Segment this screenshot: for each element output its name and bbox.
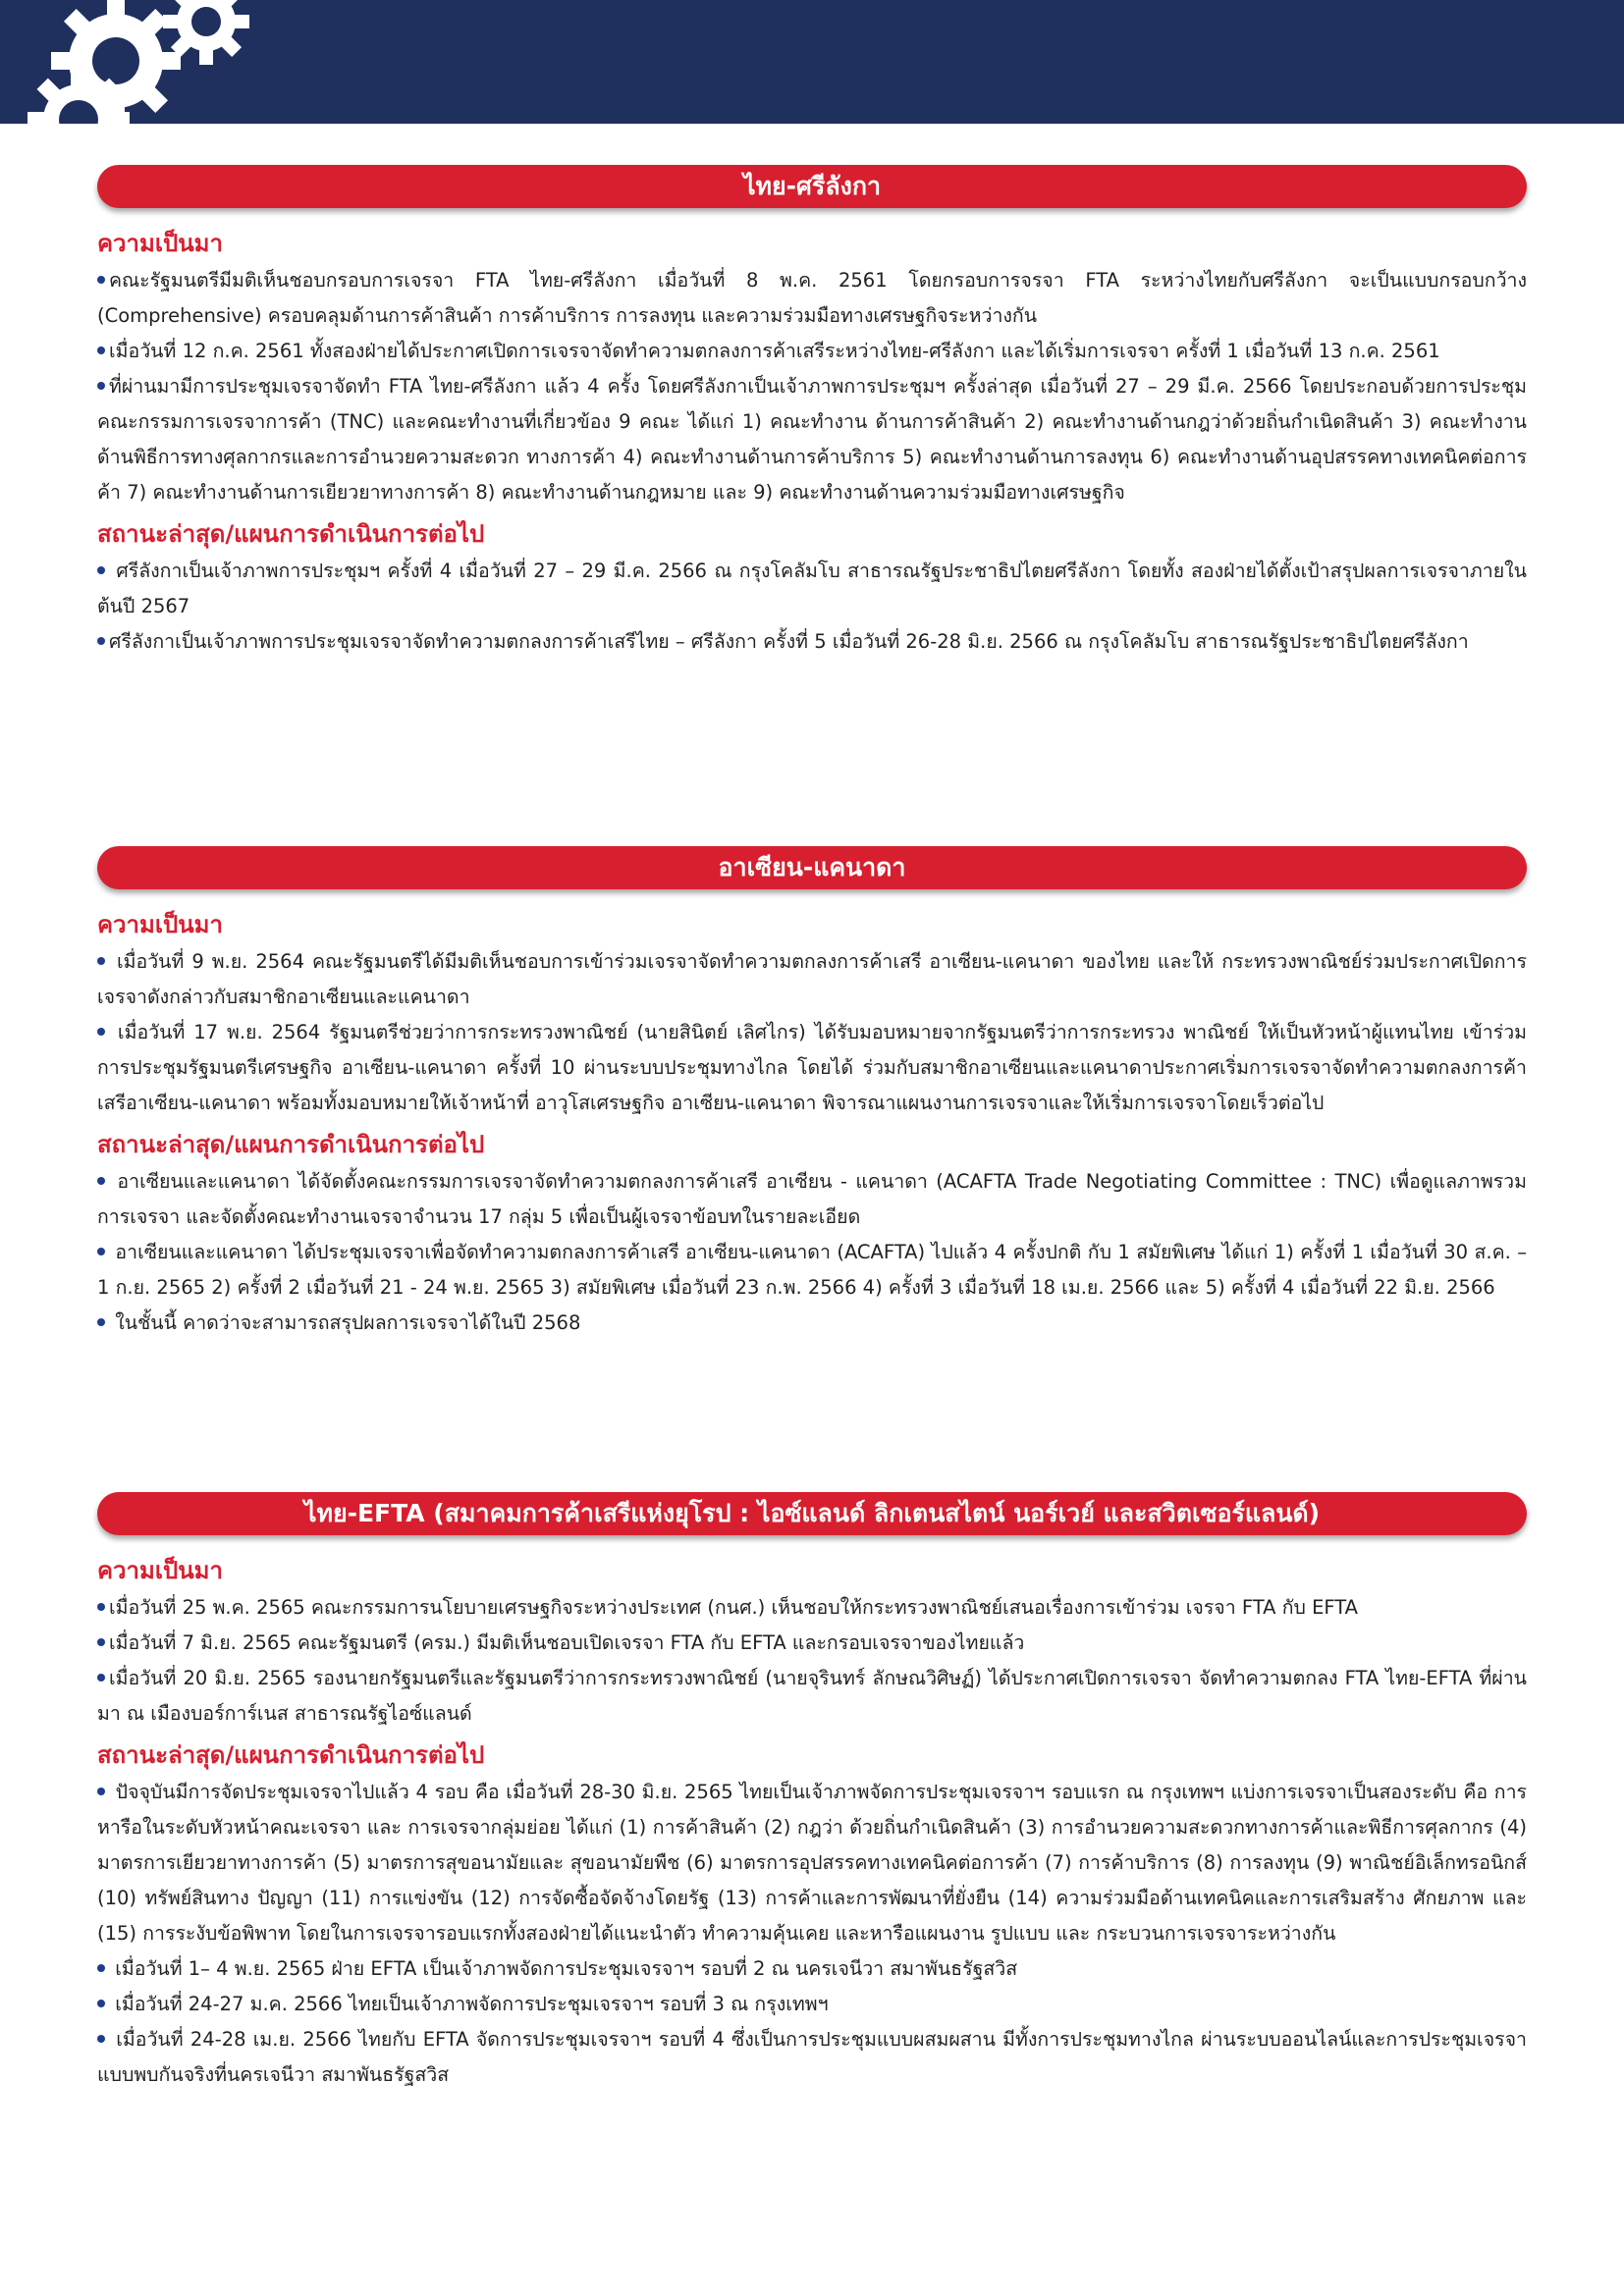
list-item: ในชั้นนี้ คาดว่าจะสามารถสรุปผลการเจรจาได้ในปี 2568 — [97, 1306, 1527, 1341]
list-item: อาเซียนและแคนาดา ได้จัดตั้งคณะกรรมการเจรจาจัดทำความตกลงการค้าเสรี อาเซียน - แคนาดา (ACAFTA Trade Negotiating Committee : TNC) เพื่อดูแลภาพรวมการเจรจา และจัดตั้งคณะทำงานเจรจาจำนวน 17 กลุ่ม 5 เพื่อเป็นผู้เจรจาข้อบทในรายละเอียด — [97, 1170, 1527, 1228]
background-heading: ความเป็นมา — [97, 230, 223, 257]
list-item: คณะรัฐมนตรีมีมติเห็นชอบกรอบการเจรจา FTA ไทย-ศรีลังกา เมื่อวันที่ 8 พ.ค. 2561 โดยกรอบการจรจา FTA ระหว่างไทยกับศรีลังกา จะเป็นแบบกรอบกว้าง (Comprehensive) ครอบคลุมด้านการค้าสินค้า การค้าบริการ การลงทุน และความร่วมมือทางเศรษฐกิจระหว่างกัน — [97, 269, 1527, 327]
bullet-icon — [97, 276, 105, 284]
bullet-icon — [97, 566, 105, 574]
section-asean-canada — [97, 846, 1527, 1341]
list-item: ปัจจุบันมีการจัดประชุมเจรจาไปแล้ว 4 รอบ คือ เมื่อวันที่ 28-30 มิ.ย. 2565 ไทยเป็นเจ้าภาพจัดการประชุมเจรจาฯ รอบแรก ณ กรุงเทพฯ แบ่งการเจรจาเป็นสองระดับ คือ การหารือในระดับหัวหน้าคณะเจรจา และ การเจรจากลุ่มย่อย ได้แก่ (1) การค้าสินค้า (2) กฎว่า ด้วยถิ่นกำเนิดสินค้า (3) การอำนวยความสะดวกทางการค้าและพิธีการศุลกากร (4) มาตรการเยียวยาทางการค้า (5) มาตรการสุขอนามัยและ สุขอนามัยพืช (6) มาตรการอุปสรรคทางเทคนิคต่อการค้า (7) การค้าบริการ (8) การลงทุน (9) พาณิชย์อิเล็กทรอนิกส์ (10) ทรัพย์สินทาง ปัญญา (11) การแข่งขัน (12) การจัดซื้อจัดจ้างโดยรัฐ (13) การค้าและการพัฒนาที่ยั่งยืน (14) ความร่วมมือด้านเทคนิคและการเสริมสร้าง ศักยภาพ และ (15) การระงับข้อพิพาท โดยในการเจรจารอบแรกทั้งสองฝ่ายได้แนะนำตัว ทำความคุ้นเคย และหารือแผนงาน รูปแบบ และ กระบวนการเจรจาระหว่างกัน — [97, 1781, 1527, 1945]
bullet-icon — [97, 2035, 105, 2043]
list-item: ศรีลังกาเป็นเจ้าภาพการประชุมฯ ครั้งที่ 4 เมื่อวันที่ 27 – 29 มี.ค. 2566 ณ กรุงโคลัมโบ สาธารณรัฐประชาธิปไตยศรีลังกา โดยทั้ง สองฝ่ายได้ตั้งเป้าสรุปผลการเจรจาภายในต้นปี 2567 — [97, 560, 1527, 617]
list-item: เมื่อวันที่ 24-27 ม.ค. 2566 ไทยเป็นเจ้าภาพจัดการประชุมเจรจาฯ รอบที่ 3 ณ กรุงเทพฯ — [97, 1987, 1527, 2022]
list-item: เมื่อวันที่ 9 พ.ย. 2564 คณะรัฐมนตรีได้มีมติเห็นชอบการเข้าร่วมเจรจาจัดทำความตกลงการค้าเสรี อาเซียน-แคนาดา ของไทย และให้ กระทรวงพาณิชย์ร่วมประกาศเปิดการเจรจาดังกล่าวกับสมาชิกอาเซียนและแคนาดา — [97, 950, 1527, 1008]
background-heading: ความเป็นมา — [97, 911, 223, 938]
bullet-icon — [97, 1674, 105, 1682]
list-item: อาเซียนและแคนาดา ได้ประชุมเจรจาเพื่อจัดทำความตกลงการค้าเสรี อาเซียน-แคนาดา (ACAFTA) ไปแล้ว 4 ครั้งปกติ กับ 1 สมัยพิเศษ ได้แก่ 1) ครั้งที่ 1 เมื่อวันที่ 30 ส.ค. – 1 ก.ย. 2565 2) ครั้งที่ 2 เมื่อวันที่ 21 - 24 พ.ย. 2565 3) สมัยพิเศษ เมื่อวันที่ 23 ก.พ. 2566 4) ครั้งที่ 3 เมื่อวันที่ 18 เม.ย. 2566 และ 5) ครั้งที่ 4 เมื่อวันที่ 22 มิ.ย. 2566 — [97, 1241, 1527, 1299]
section-thai-efta — [97, 1492, 1527, 2093]
list-item: เมื่อวันที่ 17 พ.ย. 2564 รัฐมนตรีช่วยว่าการกระทรวงพาณิชย์ (นายสินิตย์ เลิศไกร) ได้รับมอบหมายจากรัฐมนตรีว่าการกระทรวง พาณิชย์ ให้เป็นหัวหน้าผู้แทนไทย เข้าร่วมการประชุมรัฐมนตรีเศรษฐกิจ อาเซียน-แคนาดา ครั้งที่ 10 ผ่านระบบประชุมทางไกล โดยได้ ร่วมกับสมาชิกอาเซียนและแคนาดาประกาศเริ่มการเจรจาจัดทำความตกลงการค้าเสรีอาเซียน-แคนาดา พร้อมทั้งมอบหมายให้เจ้าหน้าที่ อาวุโสเศรษฐกิจ อาเซียน-แคนาดา พิจารณาแผนงานการเจรจาและให้เริ่มการเจรจาโดยเร็วต่อไป — [97, 1021, 1527, 1114]
top-banner — [0, 0, 1624, 124]
bullet-icon — [97, 1603, 105, 1611]
bullet-icon — [97, 637, 105, 645]
section-title-pill: ไทย-EFTA (สมาคมการค้าเสรีแห่งยุโรป : ไอซ์แลนด์ ลิกเตนสไตน์ นอร์เวย์ และสวิตเซอร์แลนด์) — [97, 1492, 1527, 1535]
bullet-icon — [97, 1177, 105, 1185]
status-heading: สถานะล่าสุด/แผนการดำเนินการต่อไป — [97, 1131, 485, 1158]
list-item: เมื่อวันที่ 1– 4 พ.ย. 2565 ฝ่าย EFTA เป็นเจ้าภาพจัดการประชุมเจรจาฯ รอบที่ 2 ณ นครเจนีวา สมาพันธรัฐสวิส — [97, 1951, 1527, 1987]
bullet-icon — [97, 957, 105, 965]
list-item: เมื่อวันที่ 24-28 เม.ย. 2566 ไทยกับ EFTA จัดการประชุมเจรจาฯ รอบที่ 4 ซึ่งเป็นการประชุมแบบผสมผสาน มีทั้งการประชุมทางไกล ผ่านระบบออนไลน์และการประชุมเจรจาแบบพบกันจริงที่นครเจนีวา สมาพันธรัฐสวิส — [97, 2028, 1527, 2086]
bullet-icon — [97, 1788, 105, 1795]
status-heading: สถานะล่าสุด/แผนการดำเนินการต่อไป — [97, 1741, 485, 1769]
bullet-icon — [97, 1248, 105, 1255]
list-item: เมื่อวันที่ 12 ก.ค. 2561 ทั้งสองฝ่ายได้ประกาศเปิดการเจรจาจัดทำความตกลงการค้าเสรีระหว่างไทย-ศรีลังกา และได้เริ่มการเจรจา ครั้งที่ 1 เมื่อวันที่ 13 ก.ค. 2561 — [97, 334, 1527, 369]
bullet-icon — [97, 1028, 105, 1036]
bullet-icon — [97, 1318, 105, 1326]
background-heading: ความเป็นมา — [97, 1557, 223, 1584]
list-item: ศรีลังกาเป็นเจ้าภาพการประชุมเจรจาจัดทำความตกลงการค้าเสรีไทย – ศรีลังกา ครั้งที่ 5 เมื่อวันที่ 26-28 มิ.ย. 2566 ณ กรุงโคลัมโบ สาธารณรัฐประชาธิปไตยศรีลังกา — [97, 624, 1527, 660]
section-thai-srilanka — [97, 165, 1527, 660]
bullet-icon — [97, 1964, 105, 1972]
list-item: ที่ผ่านมามีการประชุมเจรจาจัดทำ FTA ไทย-ศรีลังกา แล้ว 4 ครั้ง โดยศรีลังกาเป็นเจ้าภาพการประชุมฯ ครั้งล่าสุด เมื่อวันที่ 27 – 29 มี.ค. 2566 โดยประกอบด้วยการประชุมคณะกรรมการเจรจาการค้า (TNC) และคณะทำงานที่เกี่ยวข้อง 9 คณะ ได้แก่ 1) คณะทำงาน ด้านการค้าสินค้า 2) คณะทำงานด้านกฎว่าด้วยถิ่นกำเนิดสินค้า 3) คณะทำงานด้านพิธีการทางศุลกากรและการอำนวยความสะดวก ทางการค้า 4) คณะทำงานด้านการค้าบริการ 5) คณะทำงานด้านการลงทุน 6) คณะทำงานด้านอุปสรรคทางเทคนิคต่อการค้า 7) คณะทำงานด้านการเยียวยาทางการค้า 8) คณะทำงานด้านกฎหมาย และ 9) คณะทำงานด้านความร่วมมือทางเศรษฐกิจ — [97, 375, 1527, 504]
bullet-icon — [97, 2000, 105, 2007]
list-item: เมื่อวันที่ 20 มิ.ย. 2565 รองนายกรัฐมนตรีและรัฐมนตรีว่าการกระทรวงพาณิชย์ (นายจุรินทร์ ลักษณวิศิษฏ์) ได้ประกาศเปิดการเจรจา จัดทำความตกลง FTA ไทย-EFTA ที่ผ่านมา ณ เมืองบอร์การ์เนส สาธารณรัฐไอซ์แลนด์ — [97, 1667, 1527, 1725]
bullet-icon — [97, 382, 105, 390]
list-item: เมื่อวันที่ 25 พ.ค. 2565 คณะกรรมการนโยบายเศรษฐกิจระหว่างประเทศ (กนศ.) เห็นชอบให้กระทรวงพาณิชย์เสนอเรื่องการเข้าร่วม เจรจา FTA กับ EFTA — [97, 1590, 1527, 1626]
section-title-pill: ไทย-ศรีลังกา — [97, 165, 1527, 208]
section-title-pill: อาเซียน-แคนาดา — [97, 846, 1527, 889]
list-item: เมื่อวันที่ 7 มิ.ย. 2565 คณะรัฐมนตรี (ครม.) มีมติเห็นชอบเปิดเจรจา FTA กับ EFTA และกรอบเจรจาของไทยแล้ว — [97, 1626, 1527, 1661]
status-heading: สถานะล่าสุด/แผนการดำเนินการต่อไป — [97, 520, 485, 548]
gears-decoration — [0, 0, 295, 124]
bullet-icon — [97, 347, 105, 354]
bullet-icon — [97, 1638, 105, 1646]
